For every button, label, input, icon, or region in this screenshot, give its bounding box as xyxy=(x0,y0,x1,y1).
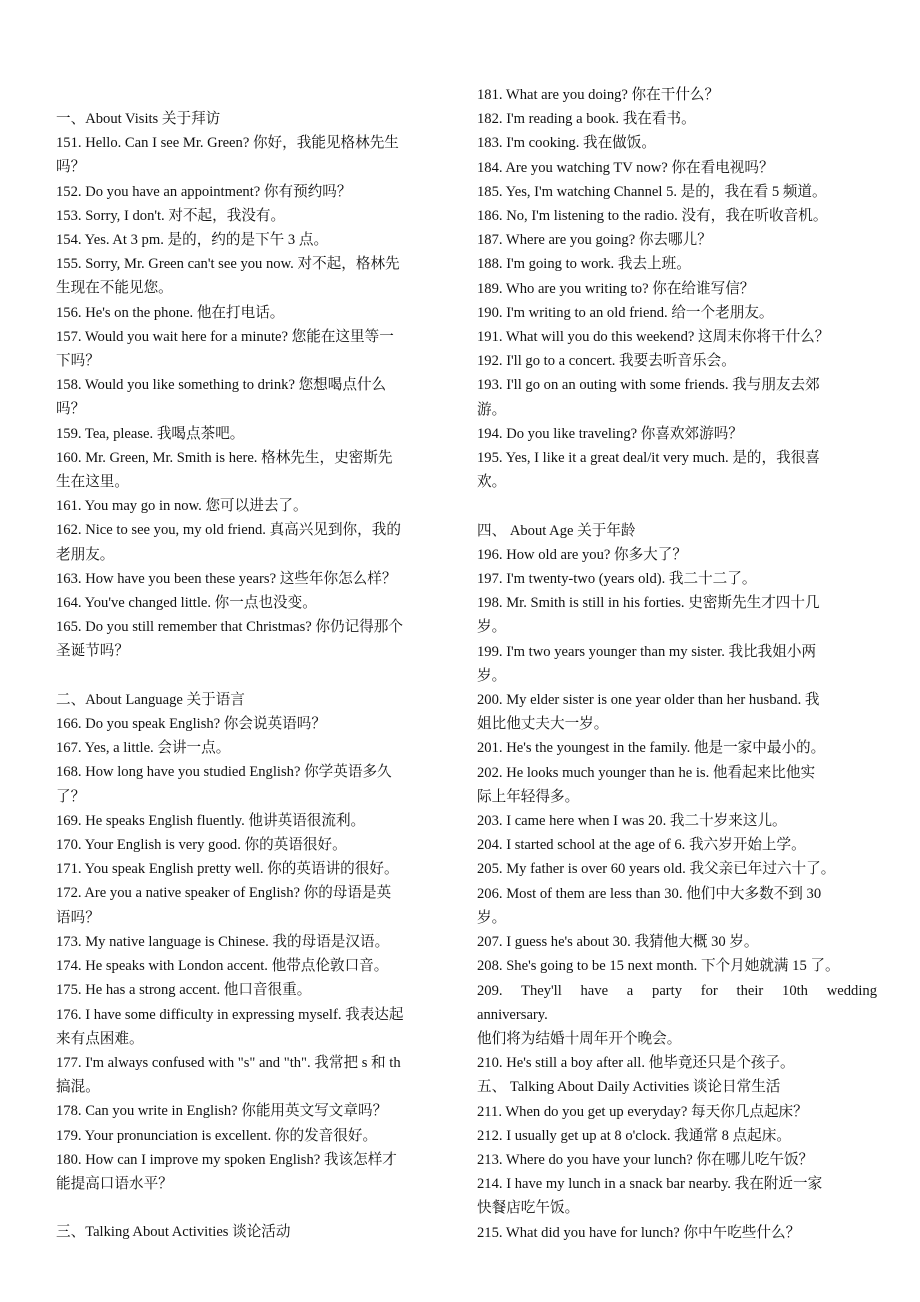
text-line: 201. He's the youngest in the family. 他是一家中最小的。 xyxy=(477,740,826,757)
text-line: 198. Mr. Smith is still in his forties. 史密斯先生才四十几 xyxy=(477,595,820,612)
text-line: 175. He has a strong accent. 他口音很重。 xyxy=(56,982,312,999)
text-line: 172. Are you a native speaker of English? 你的母语是英 xyxy=(56,885,392,902)
text-line: 197. I'm twenty-two (years old). 我二十二了。 xyxy=(477,571,757,588)
text-line: 151. Hello. Can I see Mr. Green? 你好，我能见格林先生 xyxy=(56,135,399,152)
blank-line xyxy=(56,1196,448,1220)
text-line: 际上年轻得多。 xyxy=(477,788,580,805)
text-line: 185. Yes, I'm watching Channel 5. 是的，我在看 5 频道。 xyxy=(477,183,827,200)
text-line: 174. He speaks with London accent. 他带点伦敦口音。 xyxy=(56,958,389,975)
text-line: 姐比他丈夫大一岁。 xyxy=(477,716,609,733)
text-line: 196. How old are you? 你多大了？ xyxy=(477,546,687,563)
text-line: 155. Sorry, Mr. Green can't see you now. 对不起，格林先 xyxy=(56,256,400,273)
section-heading: 四、 About Age 关于年龄 xyxy=(477,522,636,539)
text-line: 吗？ xyxy=(56,159,86,176)
blank-line xyxy=(477,494,877,518)
text-line: 199. I'm two years younger than my sister. 我比我姐小两 xyxy=(477,643,817,660)
section-heading: 五、 Talking About Daily Activities 谈论日常生活 xyxy=(477,1079,781,1096)
text-line: 152. Do you have an appointment? 你有预约吗？ xyxy=(56,183,352,200)
text-line: 吗？ xyxy=(56,401,86,418)
text-line: 163. How have you been these years? 这些年你怎么样？ xyxy=(56,570,397,587)
text-line: 194. Do you like traveling? 你喜欢郊游吗？ xyxy=(477,425,743,442)
text-line: 177. I'm always confused with "s" and "th". 我常把 s 和 th xyxy=(56,1054,401,1071)
text-line: 167. Yes, a little. 会讲一点。 xyxy=(56,740,231,757)
text-line: 语吗？ xyxy=(56,909,100,926)
text-line: 207. I guess he's about 30. 我猜他大概 30 岁。 xyxy=(477,934,759,951)
text-line: 来有点困难。 xyxy=(56,1030,144,1047)
left-column xyxy=(56,0,448,1245)
text-line: 岁。 xyxy=(477,619,507,636)
text-line: 154. Yes. At 3 pm. 是的，约的是下午 3 点。 xyxy=(56,232,329,249)
text-line: 161. You may go in now. 您可以进去了。 xyxy=(56,498,308,515)
text-line: 206. Most of them are less than 30. 他们中大多数不到 30 xyxy=(477,885,822,902)
text-line: 159. Tea, please. 我喝点茶吧。 xyxy=(56,425,245,442)
text-line: 195. Yes, I like it a great deal/it very much. 是的，我很喜 xyxy=(477,450,820,467)
text-line: 173. My native language is Chinese. 我的母语是汉语。 xyxy=(56,933,390,950)
text-line: 192. I'll go to a concert. 我要去听音乐会。 xyxy=(477,353,736,370)
text-line: 165. Do you still remember that Christmas? 你仍记得那个 xyxy=(56,619,403,636)
text-line: 166. Do you speak English? 你会说英语吗？ xyxy=(56,716,326,733)
text-line: 182. I'm reading a book. 我在看书。 xyxy=(477,111,696,128)
text-line: 180. How can I improve my spoken English? 我该怎样才 xyxy=(56,1151,397,1168)
text-line: 213. Where do you have your lunch? 你在哪儿吃午饭？ xyxy=(477,1151,814,1168)
text-line: 171. You speak English pretty well. 你的英语讲的很好。 xyxy=(56,861,399,878)
text-line: 211. When do you get up everyday? 每天你几点起床？ xyxy=(477,1103,808,1120)
text-line: 188. I'm going to work. 我去上班。 xyxy=(477,256,691,273)
text-line: 184. Are you watching TV now? 你在看电视吗？ xyxy=(477,159,774,176)
text-line: 187. Where are you going? 你去哪儿？ xyxy=(477,232,712,249)
text-line: 169. He speaks English fluently. 他讲英语很流利。 xyxy=(56,812,366,829)
text-line: 205. My father is over 60 years old. 我父亲已年过六十了。 xyxy=(477,861,836,878)
text-line: 岁。 xyxy=(477,667,507,684)
text-line: 204. I started school at the age of 6. 我六岁开始上学。 xyxy=(477,837,806,854)
text-line: 快餐店吃午饭。 xyxy=(477,1200,580,1217)
text-line: 能提高口语水平？ xyxy=(56,1175,173,1192)
text-line: 208. She's going to be 15 next month. 下个月她就满 15 了。 xyxy=(477,958,840,975)
text-line: 了？ xyxy=(56,788,86,805)
text-line: 210. He's still a boy after all. 他毕竟还只是个孩子。 xyxy=(477,1055,795,1072)
text-line: 岁。 xyxy=(477,909,507,926)
text-line: 190. I'm writing to an old friend. 给一个老朋友。 xyxy=(477,304,774,321)
text-line: 193. I'll go on an outing with some friends. 我与朋友去郊 xyxy=(477,377,820,394)
text-line: 156. He's on the phone. 他在打电话。 xyxy=(56,304,285,321)
text-line: 215. What did you have for lunch? 你中午吃些什么？ xyxy=(477,1224,801,1241)
text-line: anniversary. xyxy=(477,1006,548,1023)
blank-line xyxy=(56,664,448,688)
section-heading: 一、About Visits 关于拜访 xyxy=(56,111,221,127)
text-line: 搞混。 xyxy=(56,1079,100,1096)
text-line: 168. How long have you studied English? 你学英语多久 xyxy=(56,764,392,781)
text-line: 老朋友。 xyxy=(56,546,115,563)
text-line: 162. Nice to see you, my old friend. 真高兴见到你，我的 xyxy=(56,522,401,539)
text-line: 212. I usually get up at 8 o'clock. 我通常 8 点起床。 xyxy=(477,1127,791,1144)
section-heading: 二、About Language 关于语言 xyxy=(56,691,245,708)
text-line: 203. I came here when I was 20. 我二十岁来这儿。 xyxy=(477,813,787,830)
text-line: 160. Mr. Green, Mr. Smith is here. 格林先生，史密斯先 xyxy=(56,449,393,466)
section-heading: 三、Talking About Activities 谈论活动 xyxy=(56,1224,291,1241)
text-line: 178. Can you write in English? 你能用英文写文章吗？ xyxy=(56,1103,388,1120)
text-line: 170. Your English is very good. 你的英语很好。 xyxy=(56,837,347,854)
text-line: 158. Would you like something to drink? 您想喝点什么 xyxy=(56,377,387,394)
text-line: 164. You've changed little. 你一点也没变。 xyxy=(56,595,317,612)
text-line: 202. He looks much younger than he is. 他看起来比他实 xyxy=(477,764,816,781)
text-line: 他们将为结婚十周年开个晚会。 xyxy=(477,1030,682,1047)
text-line: 189. Who are you writing to? 你在给谁写信？ xyxy=(477,280,755,297)
right-column xyxy=(477,0,877,1245)
text-line: 153. Sorry, I don't. 对不起，我没有。 xyxy=(56,207,286,224)
text-line: 生现在不能见您。 xyxy=(56,280,173,297)
text-line: 圣诞节吗？ xyxy=(56,643,129,660)
text-line: 181. What are you doing? 你在干什么？ xyxy=(477,87,720,103)
text-line: 欢。 xyxy=(477,474,507,491)
text-line: 生在这里。 xyxy=(56,474,129,491)
text-line: 186. No, I'm listening to the radio. 没有，我在听收音机。 xyxy=(477,208,828,225)
text-line: 214. I have my lunch in a snack bar nearby. 我在附近一家 xyxy=(477,1176,823,1193)
text-line: 157. Would you wait here for a minute? 您能在这里等一 xyxy=(56,328,394,345)
text-line: 下吗？ xyxy=(56,353,100,370)
text-line: 179. Your pronunciation is excellent. 你的发音很好。 xyxy=(56,1127,378,1144)
text-line: 209. They'll have a party for their 10th wedding xyxy=(477,982,877,999)
text-line: 183. I'm cooking. 我在做饭。 xyxy=(477,135,656,152)
text-line: 游。 xyxy=(477,401,507,418)
text-line: 191. What will you do this weekend? 这周末你将干什么？ xyxy=(477,329,830,346)
text-line: 200. My elder sister is one year older than her husband. 我 xyxy=(477,692,820,709)
text-line: 176. I have some difficulty in expressing myself. 我表达起 xyxy=(56,1006,404,1023)
